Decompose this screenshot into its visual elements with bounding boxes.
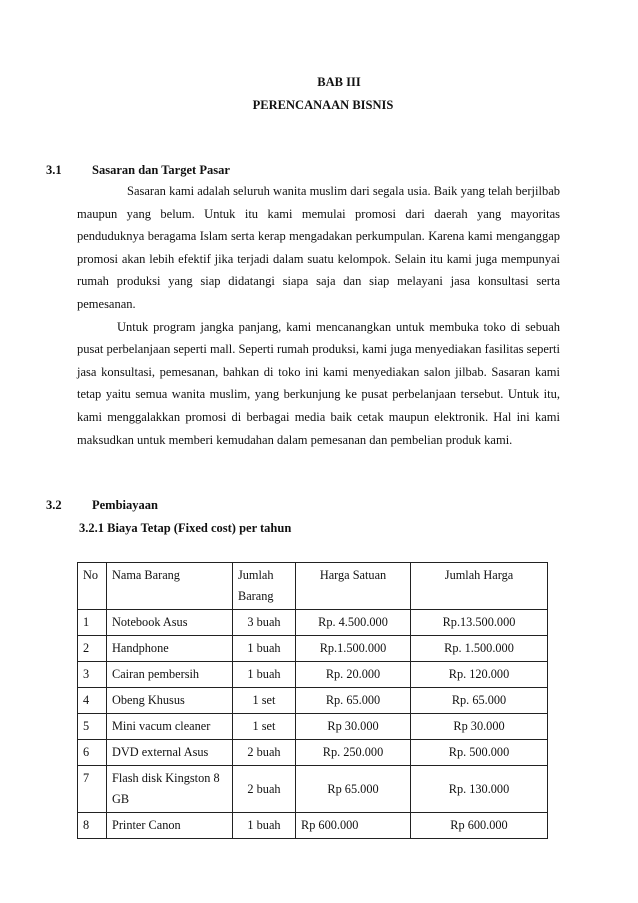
cell-unit-price: Rp 600.000 [296, 813, 411, 839]
table-row [78, 636, 548, 662]
cell-name: Mini vacum cleaner [107, 714, 233, 740]
cell-name: DVD external Asus [107, 740, 233, 766]
cell-total-price: Rp. 130.000 [411, 766, 548, 813]
chapter-label: BAB III [317, 75, 361, 89]
table-row [78, 813, 548, 839]
cell-unit-price: Rp. 250.000 [296, 740, 411, 766]
header-name: Nama Barang [107, 563, 233, 610]
table-row [78, 766, 548, 813]
cell-qty: 1 buah [233, 636, 296, 662]
cell-qty: 1 set [233, 714, 296, 740]
cell-name: Handphone [107, 636, 233, 662]
cell-no: 2 [78, 636, 107, 662]
cell-total-price: Rp 600.000 [411, 813, 548, 839]
cell-name: Notebook Asus [107, 610, 233, 636]
cell-qty: 3 buah [233, 610, 296, 636]
table-row [78, 610, 548, 636]
header-no: No [78, 563, 107, 610]
section-body [77, 180, 560, 451]
cell-no: 8 [78, 813, 107, 839]
cell-unit-price: Rp. 65.000 [296, 688, 411, 714]
cell-no: 5 [78, 714, 107, 740]
cell-total-price: Rp. 120.000 [411, 662, 548, 688]
header-total-price: Jumlah Harga [411, 563, 548, 610]
cell-total-price: Rp. 1.500.000 [411, 636, 548, 662]
section-number: 3.1 [46, 163, 62, 177]
table-row [78, 714, 548, 740]
cell-name: Printer Canon [107, 813, 233, 839]
cell-total-price: Rp 30.000 [411, 714, 548, 740]
cell-total-price: Rp. 500.000 [411, 740, 548, 766]
header-unit-price: Harga Satuan [296, 563, 411, 610]
section-number: 3.2 [46, 498, 62, 512]
cell-unit-price: Rp.1.500.000 [296, 636, 411, 662]
cell-name: Flash disk Kingston 8 GB [107, 766, 233, 813]
table-row [78, 688, 548, 714]
paragraph: Sasaran kami adalah seluruh wanita muslim dari segala usia. Baik yang telah berjilbab maupun yang belum. Untuk itu kami memulai promosi dari daerah yang mayoritas penduduknya beragama Islam serta kerap mengadakan perkumpulan. Karena kami menganggap promosi akan lebih efektif jika terjadi dalam suatu kelompok. Selain itu kami juga mempunyai rumah produksi yang siap didatangi siapa saja dan siap melayani jasa konsultasi serta pemesanan. [77, 184, 560, 311]
cell-no: 7 [78, 766, 107, 813]
cell-unit-price: Rp. 4.500.000 [296, 610, 411, 636]
section-title: Sasaran dan Target Pasar [92, 163, 230, 177]
cell-no: 3 [78, 662, 107, 688]
cell-qty: 1 set [233, 688, 296, 714]
cell-no: 6 [78, 740, 107, 766]
cell-total-price: Rp.13.500.000 [411, 610, 548, 636]
cell-no: 4 [78, 688, 107, 714]
cell-qty: 2 buah [233, 766, 296, 813]
cell-unit-price: Rp 65.000 [296, 766, 411, 813]
cell-qty: 1 buah [233, 662, 296, 688]
cell-name: Obeng Khusus [107, 688, 233, 714]
header-qty: Jumlah Barang [233, 563, 296, 610]
table-row [78, 662, 548, 688]
cell-total-price: Rp. 65.000 [411, 688, 548, 714]
chapter-title: PERENCANAAN BISNIS [252, 98, 394, 112]
section-title: Pembiayaan [92, 498, 158, 512]
subsection-title: 3.2.1 Biaya Tetap (Fixed cost) per tahun [79, 521, 292, 535]
cell-unit-price: Rp 30.000 [296, 714, 411, 740]
cell-qty: 2 buah [233, 740, 296, 766]
fixed-cost-table [77, 562, 548, 839]
table-header-row [78, 563, 548, 610]
table-row [78, 740, 548, 766]
cell-unit-price: Rp. 20.000 [296, 662, 411, 688]
cell-qty: 1 buah [233, 813, 296, 839]
paragraph: Untuk program jangka panjang, kami mencanangkan untuk membuka toko di sebuah pusat perbelanjaan seperti mall. Seperti rumah produksi, kami juga menyediakan fasilitas seperti jasa konsultasi, pemesanan, bahkan di toko ini kami menyediakan salon jilbab. Sasaran kami tetap yaitu semua wanita muslim, yang berkunjung ke pusat perbelanjaan tersebut. Untuk itu, kami menggalakkan promosi di berbagai media baik cetak maupun elektronik. Hal ini kami maksudkan untuk memberi kemudahan dalam pemesanan dan pembelian produk kami. [77, 319, 560, 447]
cell-name: Cairan pembersih [107, 662, 233, 688]
cell-no: 1 [78, 610, 107, 636]
